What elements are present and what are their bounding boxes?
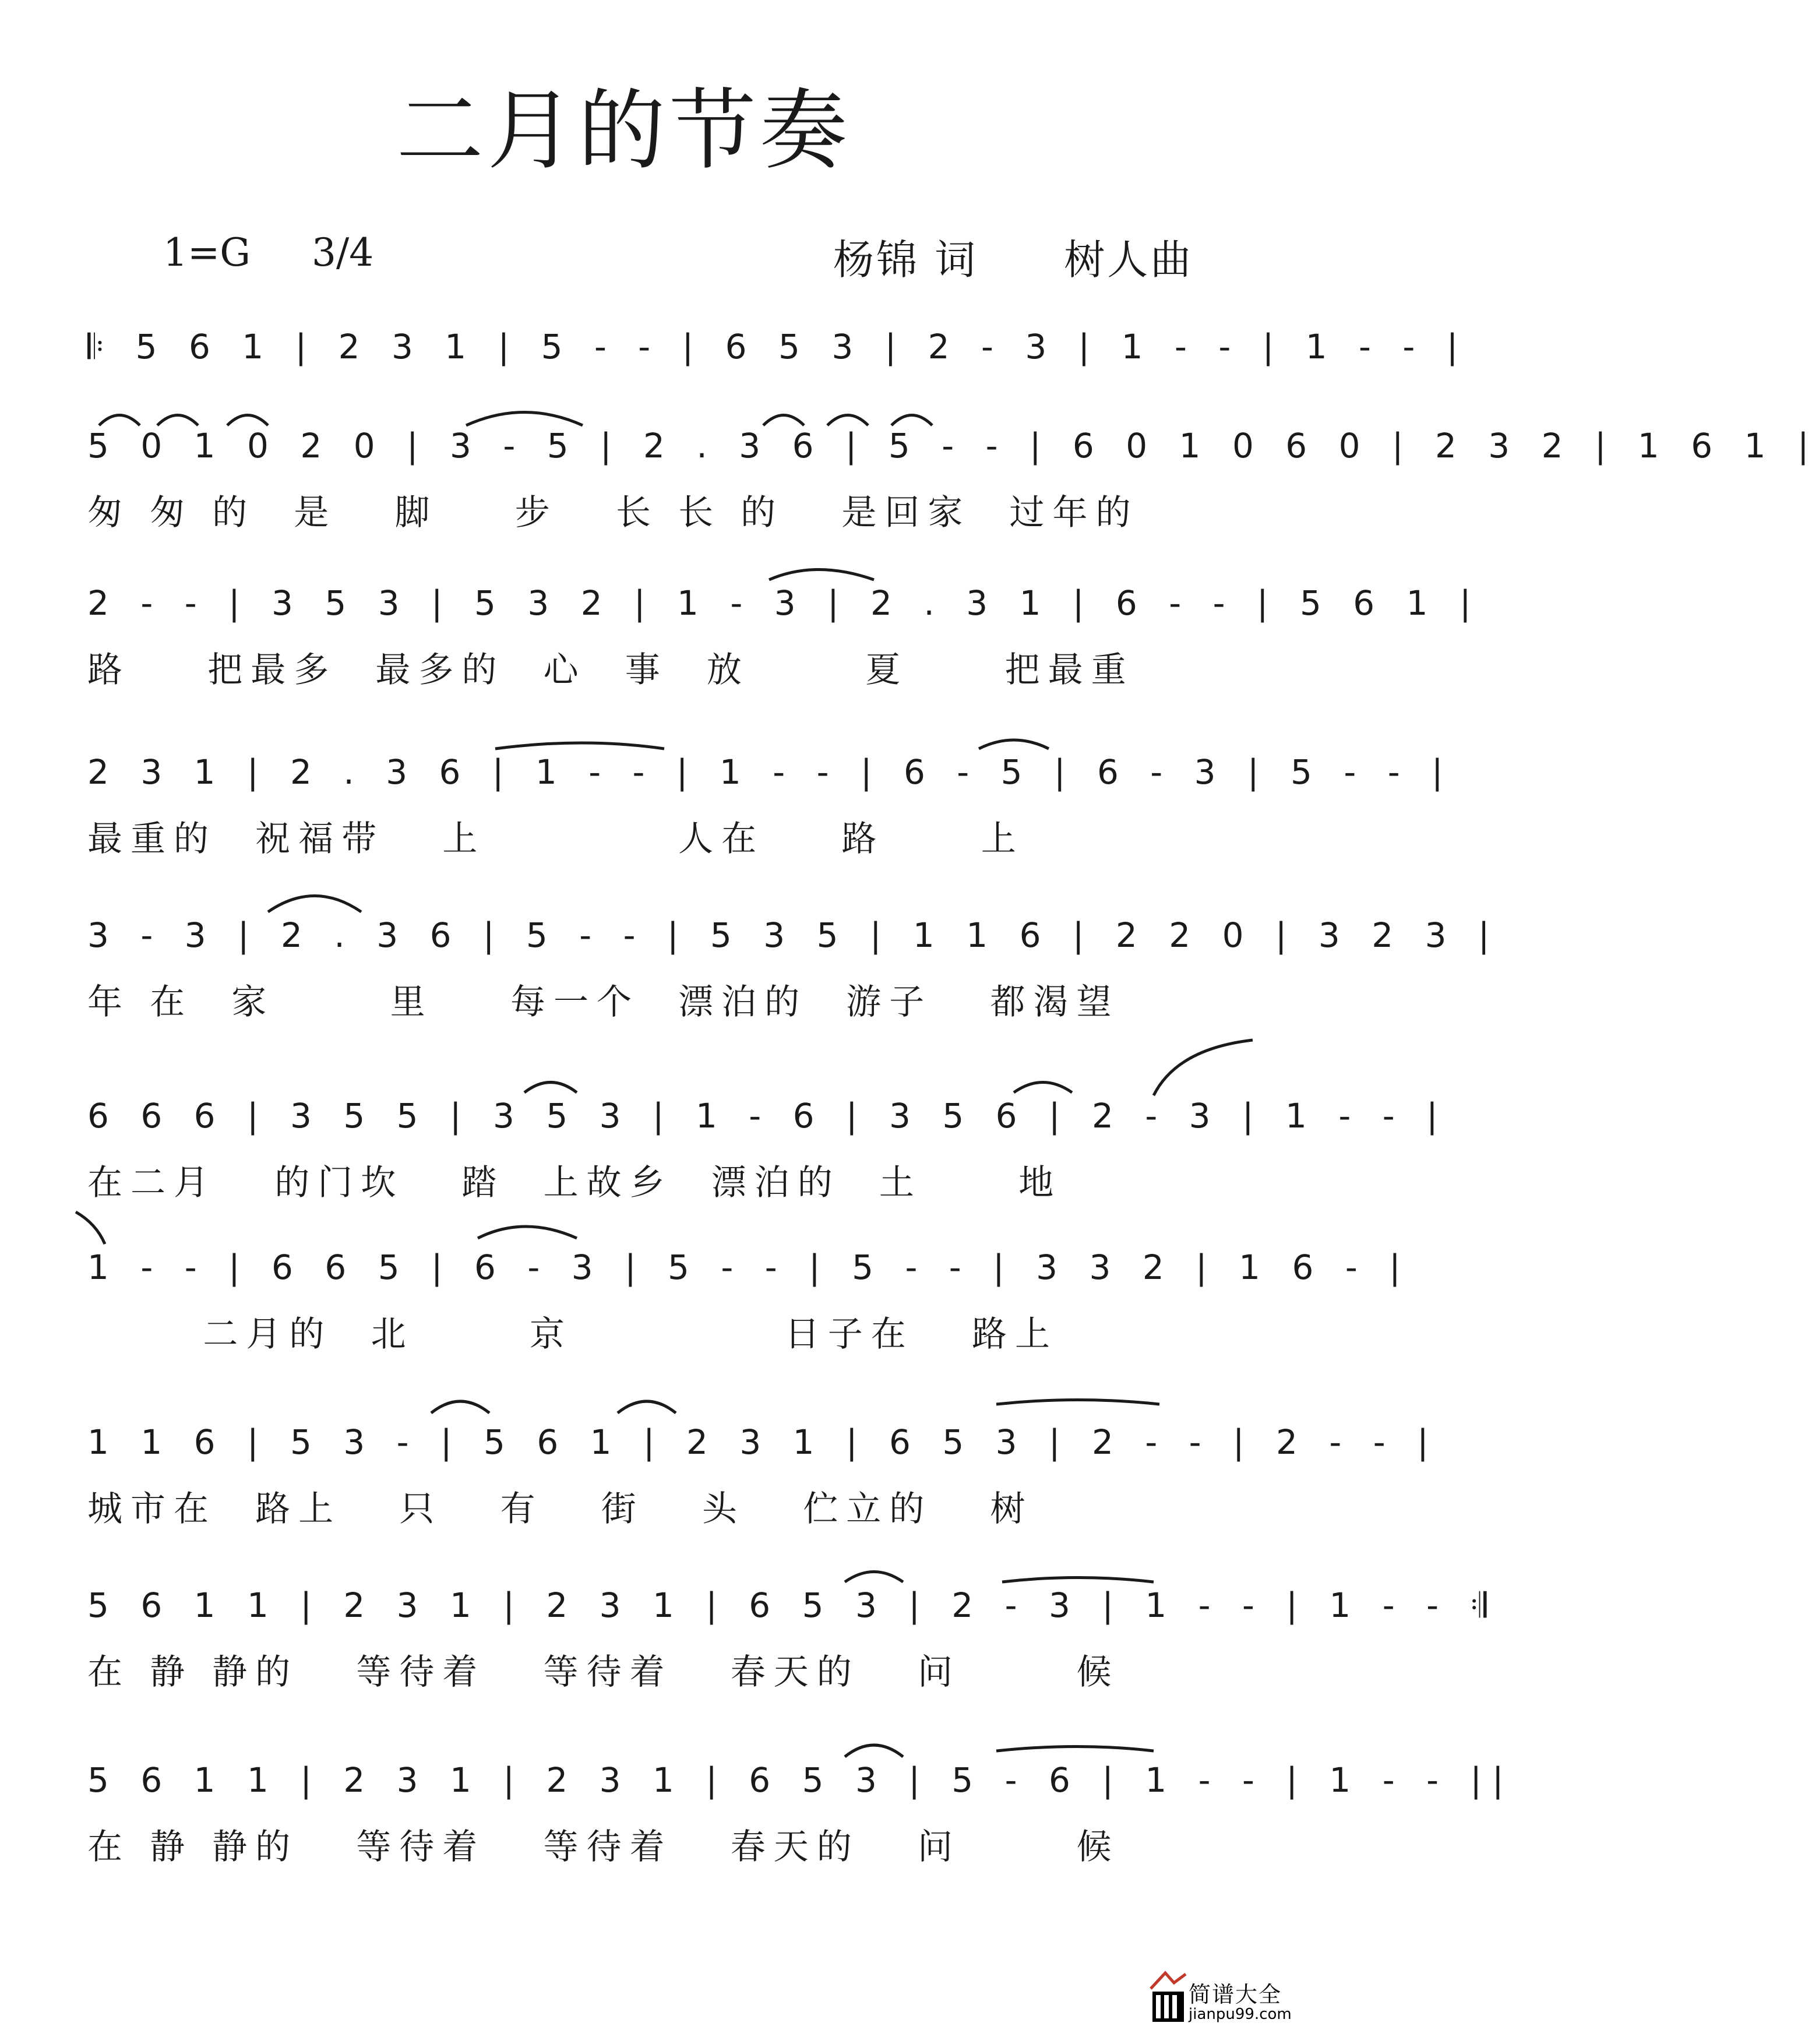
notes-row: 1 - - | 6 6 5 | 6 - 3 | 5 - - | 5 - - | 3 3 2 | 1 6 - | [87,1247,1411,1287]
notes-row: 5 6 1 1 | 2 3 1 | 2 3 1 | 6 5 3 | 5 - 6 | 1 - - | 1 - - || [87,1760,1514,1800]
lyrics-row: 城市在 路上 只 有 街 头 伫立的 树 [87,1489,1034,1530]
notes-row: 3 - 3 | 2 . 3 6 | 5 - - | 5 3 5 | 1 1 6 | 2 2 0 | 3 2 3 | [87,915,1500,955]
notes-row: 2 3 1 | 2 . 3 6 | 1 - - | 1 - - | 6 - 5 | 6 - 3 | 5 - - | [87,752,1454,792]
lyrics-row: 在 静 静的 等待着 等待着 春天的 问 候 [87,1652,1120,1693]
notes-row: 5 0 1 0 2 0 | 3 - 5 | 2 . 3 6 | 5 - - | 6 0 1 0 6 0 | 2 3 2 | 1 6 1 | [87,426,1819,466]
score-line [87,571,1482,699]
score-line [87,1573,1497,1701]
credits: 杨锦 词 树人曲 [833,236,1194,284]
score-line [87,740,1454,868]
score-line [87,1748,1514,1876]
lyrics-row: 二月的 北 京 日子在 路上 [87,1314,1059,1355]
site-logo [1148,1968,1317,2032]
piano-icon [1148,1968,1189,2027]
lyrics-row: 年 在 家 里 每一个 漂泊的 游子 都渴望 [87,982,1120,1023]
lyrics-row: 最重的 祝福带 上 人在 路 上 [87,819,1024,859]
logo-url: jianpu99.com [1189,2006,1292,2023]
lyrics-row: 在二月 的门坎 踏 上故乡 漂泊的 土 地 [87,1162,1062,1203]
score-line [87,903,1500,1031]
lyrics-row: 匆 匆 的 是 脚 步 长 长 的 是回家 过年的 [87,492,1139,533]
key-signature: 1=G [163,230,251,275]
score-line [87,414,1819,542]
score-line [87,1235,1411,1363]
score-line [87,1084,1448,1212]
notes-row: 5 6 1 1 | 2 3 1 | 2 3 1 | 6 5 3 | 2 - 3 | 1 - - | 1 - - 𝄇 [87,1585,1497,1625]
lyrics-row: 在 静 静的 等待着 等待着 春天的 问 候 [87,1827,1120,1867]
lyrics-row: 路 把最多 最多的 心 事 放 夏 把最重 [87,650,1134,690]
notes-row: 2 - - | 3 5 3 | 5 3 2 | 1 - 3 | 2 . 3 1 | 6 - - | 5 6 1 | [87,583,1482,623]
logo-brand: 简谱大全 [1189,1982,1282,2007]
page-title: 二月的节奏 [396,80,851,182]
score-line [87,1410,1439,1538]
notes-row: 6 6 6 | 3 5 5 | 3 5 3 | 1 - 6 | 3 5 6 | 2 - 3 | 1 - - | [87,1096,1448,1136]
slur-arc [996,1400,1159,1405]
notes-row: 1 1 6 | 5 3 - | 5 6 1 | 2 3 1 | 6 5 3 | 2 - - | 2 - - | [87,1422,1439,1462]
time-signature: 3/4 [312,230,374,275]
notes-row: 𝄆 5 6 1 | 2 3 1 | 5 - - | 6 5 3 | 2 - 3 | 1 - - | 1 - - | [87,326,1469,366]
